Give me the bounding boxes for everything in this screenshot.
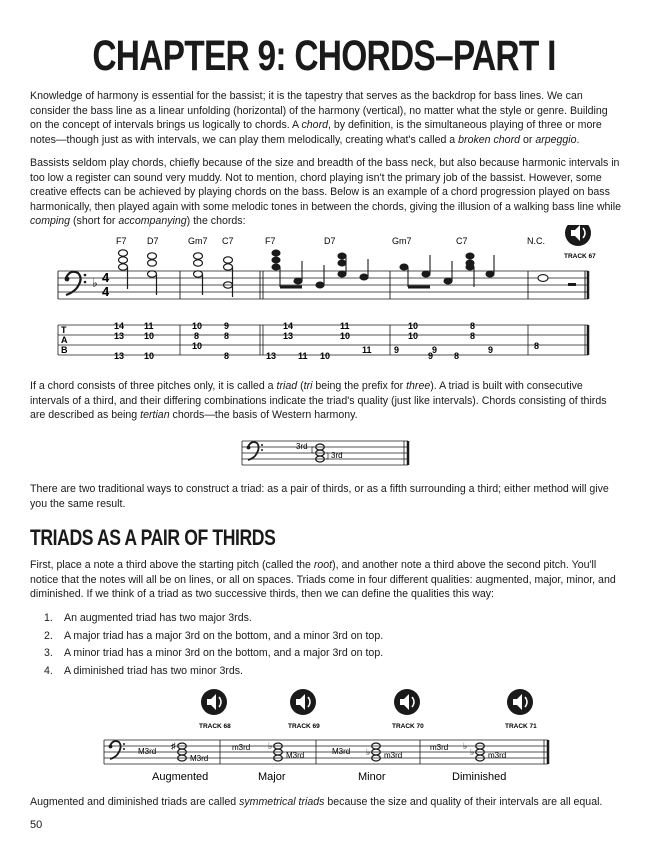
- list-number: 3.: [44, 647, 53, 659]
- track-label: TRACK 71: [505, 723, 537, 730]
- list-number: 1.: [44, 612, 53, 624]
- tab-number: 10: [340, 331, 351, 341]
- speaker-icon[interactable]: [394, 689, 420, 715]
- tab-number: 10: [144, 351, 155, 361]
- interval-label: M3rd: [332, 747, 351, 756]
- tab-number: 8: [194, 331, 200, 341]
- tab-number: 9: [432, 345, 438, 355]
- chord-name: C7: [222, 236, 234, 246]
- tab-clef: [61, 325, 68, 355]
- quality-label: Diminished: [452, 771, 507, 783]
- tab-number: 14: [283, 321, 294, 331]
- section-heading: TRIADS AS A PAIR OF THIRDS: [30, 525, 276, 550]
- quality-label: Augmented: [152, 771, 209, 783]
- sharp-accidental: ♯: [171, 741, 176, 751]
- speaker-icon[interactable]: [290, 689, 316, 715]
- tab-number: 9: [428, 351, 434, 361]
- tab-number: 10: [320, 351, 331, 361]
- list-item: [44, 645, 383, 663]
- chord-name: D7: [147, 236, 159, 246]
- tab-number: 11: [340, 321, 350, 331]
- bass-clef-icon: [109, 741, 125, 759]
- triad-qualities-notation: [100, 688, 550, 788]
- quality-label: Major: [258, 771, 286, 783]
- time-sig-top: 4: [102, 270, 110, 285]
- chord-name: Gm7: [392, 236, 412, 246]
- chord-names: [116, 236, 545, 246]
- triad-paragraph: If a chord consists of three pitches only, it is called a triad (tri being the prefix for three). A triad is built with consecutive intervals of a third, and their differing combinations indicate the triad's quality (just like intervals). Chords consisting of thirds are described as being tertian chords—the basis of Western harmony.: [30, 380, 607, 422]
- chord-name: C7: [456, 236, 468, 246]
- tab-letter: T: [61, 325, 67, 335]
- interval-label: m3rd: [232, 743, 251, 752]
- list-text: A diminished triad has two minor 3rds.: [64, 664, 243, 677]
- tab-number: 11: [144, 321, 154, 331]
- list-item: [44, 610, 383, 628]
- track-label: TRACK 70: [392, 723, 424, 730]
- tab-letter: A: [61, 335, 68, 345]
- list-item: [44, 663, 383, 681]
- page-number: 50: [30, 819, 43, 831]
- interval-label: M3rd: [286, 751, 305, 760]
- tab-number: 13: [266, 351, 277, 361]
- interval-label: M3rd: [190, 754, 209, 763]
- interval-label: m3rd: [488, 751, 507, 760]
- tab-number: 13: [283, 331, 294, 341]
- quality-label: Minor: [358, 771, 386, 783]
- flat-key-signature: ♭: [92, 276, 98, 290]
- interval-label: 3rd: [331, 451, 343, 460]
- construction-paragraph: There are two traditional ways to construct a triad: as a pair of thirds, or as a fifth surrounding a third; either method will give you the same result.: [30, 483, 609, 510]
- tab-number: 8: [534, 341, 540, 351]
- chord-progression-notation: [28, 225, 618, 365]
- tab-number: 8: [470, 331, 476, 341]
- intro-paragraph-1: Knowledge of harmony is essential for the bassist; it is the tapestry that serves as the backdrop for bass lines. We can consider the bass line as a linear unfolding (horizontal) of the harmony (vertical), no matter what the style or genre. Building on the concept of intervals brings us logically to chords. A chord, by definition, is the simultaneous playing of three or more notes—though just as with intervals, we can play them melodically, creating what's called a broken chord or arpeggio.: [30, 90, 608, 146]
- chord-name: D7: [324, 236, 336, 246]
- page-title: CHAPTER 9: CHORDS–PART I: [92, 32, 556, 80]
- track-label: TRACK 67: [564, 253, 596, 260]
- melodic-notes: [272, 250, 548, 288]
- track-label: TRACK 68: [199, 723, 231, 730]
- list-text: An augmented triad has two major 3rds.: [64, 612, 252, 624]
- track-label: TRACK 69: [288, 723, 320, 730]
- bass-clef-icon: [247, 442, 263, 460]
- tab-number: 8: [470, 321, 476, 331]
- flat-accidental: ♭: [268, 741, 273, 751]
- list-number: 4.: [44, 664, 53, 677]
- tab-number: 10: [192, 341, 203, 351]
- list-text: A major triad has a major 3rd on the bottom, and a minor 3rd on top.: [64, 629, 384, 642]
- tab-number: 11: [298, 351, 308, 361]
- chord-notes: [119, 250, 233, 297]
- tab-number: 11: [362, 345, 372, 355]
- tab-number: 14: [114, 321, 125, 331]
- flat-accidental: ♭: [366, 747, 371, 757]
- interval-label: 3rd: [296, 442, 308, 451]
- tab-letter: B: [61, 345, 68, 355]
- list-item: [44, 628, 383, 646]
- interval-label: M3rd: [138, 747, 157, 756]
- intro-paragraph-2: Bassists seldom play chords, chiefly because of the size and breadth of the bass neck, but also because harmonic intervals in too low a register can sound very muddy. Not to mention, chord playing isn't the primary job of the bassist. However, some creative effects can be achieved by playing chords on the bass. Below is an example of a chord progression played on bass harmonically, then played again with some melodic tones in between the chords, giving the illusion of a walking bass line while comping (short for accompanying) the chords:: [30, 157, 622, 228]
- tab-number: 8: [454, 351, 460, 361]
- tab-number: 10: [144, 331, 155, 341]
- section-paragraph: First, place a note a third above the starting pitch (called the root), and another note a third above the second pitch. You'll notice that the notes will all be on lines, or all on spaces. Triads come in four different qualities: augmented, major, minor, and diminished. If we think of a triad as two successive thirds, then we can define the qualities this way:: [30, 559, 616, 601]
- bass-clef-icon: [65, 272, 87, 295]
- tab-number: 9: [488, 345, 494, 355]
- tab-number: 8: [224, 351, 230, 361]
- list-number: 2.: [44, 629, 53, 642]
- triad-quality-list: [44, 610, 383, 680]
- list-text: A minor triad has a minor 3rd on the bottom, and a major 3rd on top.: [64, 647, 384, 659]
- tab-number: 10: [408, 321, 419, 331]
- tab-number: 13: [114, 351, 125, 361]
- tab-number: 13: [114, 331, 125, 341]
- speaker-icon[interactable]: [507, 689, 533, 715]
- flat-accidental: ♭: [470, 747, 475, 757]
- speaker-icon[interactable]: [565, 225, 591, 246]
- interval-label: m3rd: [430, 743, 449, 752]
- tab-number: 8: [224, 331, 230, 341]
- interval-label: m3rd: [384, 751, 403, 760]
- chord-name: F7: [116, 236, 127, 246]
- flat-accidental: ♭: [463, 741, 468, 751]
- tab-number: 9: [394, 345, 400, 355]
- chord-name: N.C.: [527, 236, 545, 246]
- rest: [568, 283, 576, 286]
- speaker-icon[interactable]: [201, 689, 227, 715]
- tab-number: 9: [224, 321, 230, 331]
- tab-number: 10: [192, 321, 203, 331]
- chord-name: Gm7: [188, 236, 208, 246]
- triad-thirds-notation: [240, 437, 410, 471]
- tab-number: 10: [408, 331, 419, 341]
- closing-paragraph: Augmented and diminished triads are called symmetrical triads because the size and quality of their intervals are all equal.: [30, 796, 603, 808]
- chord-name: F7: [265, 236, 276, 246]
- time-sig-bottom: 4: [102, 284, 110, 299]
